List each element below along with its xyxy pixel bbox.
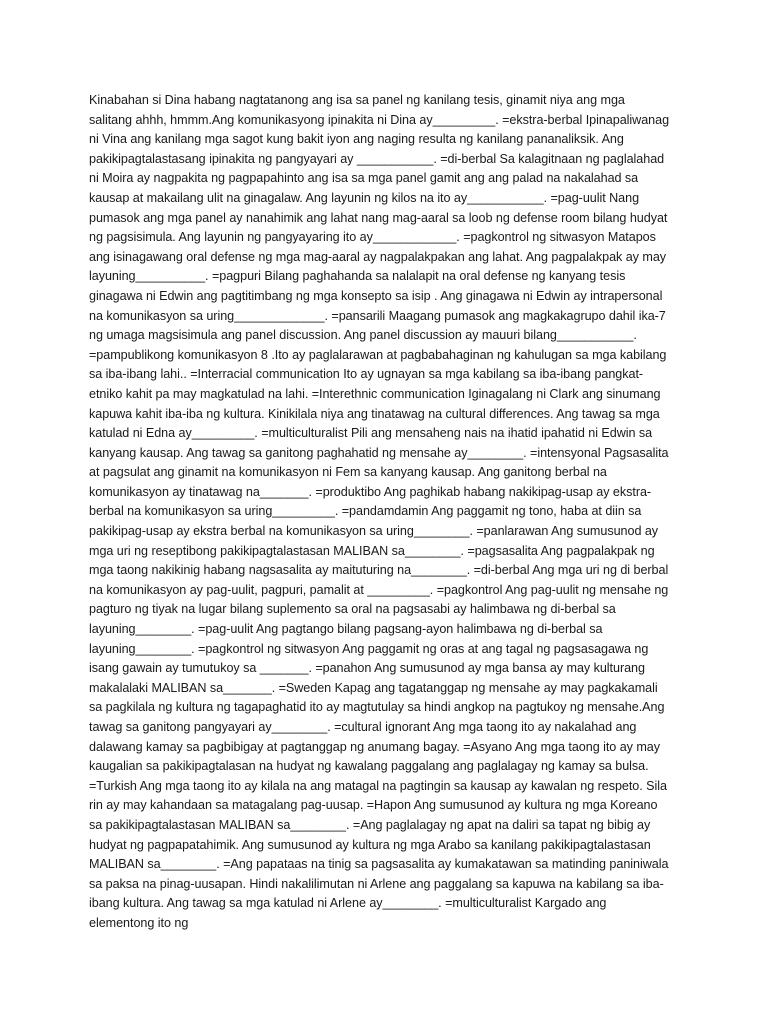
- document-body-text: Kinabahan si Dina habang nagtatanong ang isa sa panel ng kanilang tesis, ginamit niya ang mga salitang ahhh, hmmm.Ang komunikasyong ipinakita ni Dina ay_________. =ekstra-berbal Ipinapaliwanag ni Vina ang kanilang mga sagot kung bakit iyon ang naging resulta ng kanilang pananaliksik. Ang pakikipagtalastasang ipinakita ng pangyayari ay ___________. =di-berbal Sa kalagitnaan ng paglalahad ni Moira ay nagpakita ng pagpapahinto ang isa sa mga panel gamit ang ang palad na nakalahad sa kausap at makailang ulit na ginagalaw. Ang layunin ng kilos na ito ay___________. =pag-uulit Nang pumasok ang mga panel ay nanahimik ang lahat nang mag-aaral sa loob ng defense room bilang hudyat ng pagsisimula. Ang layunin ng pangyayaring ito ay____________. =pagkontrol ng sitwasyon Matapos ang isinagawang oral defense ng mga mag-aaral ay nagpalakpakan ang lahat. Ang pagpalakpak ay may layuning__________. =pagpuri Bilang paghahanda sa nalalapit na oral defense ng kanyang tesis ginagawa ni Edwin ang pagtitimbang ng mga konsepto sa isip . Ang ginagawa ni Edwin ay intrapersonal na komunikasyon sa uring_____________. =pansarili Maagang pumasok ang magkakagrupo dahil ika-7 ng umaga magsisimula ang panel discussion. Ang panel discussion ay mauuri bilang___________. =pampublikong komunikasyon 8 .Ito ay paglalarawan at pagbabahaginan ng kahulugan sa mga kabilang sa iba-ibang lahi.. =Interracial communication Ito ay ugnayan sa mga kabilang sa iba-ibang pangkat-etniko kahit pa may magkatulad na lahi. =Interethnic communication Iginagalang ni Clark ang sinumang kapuwa kahit iba-iba ng kultura. Kinikilala niya ang tinatawag na cultural differences. Ang tawag sa mga katulad ni Edna ay_________. =multiculturalist Pili ang mensaheng nais na ihatid ipahatid ni Edwin sa kanyang kausap. Ang tawag sa ganitong paghahatid ng mensahe ay________. =intensyonal Pagsasalita at pagsulat ang ginamit na komunikasyon ni Fem sa kanyang kausap. Ang ganitong berbal na komunikasyon ay tinatawag na_______. =produktibo Ang paghikab habang nakikipag-usap ay ekstra-berbal na komunikasyon sa uring_________. =pandamdamin Ang paggamit ng tono, haba at diin sa pakikipag-usap ay ekstra berbal na komunikasyon sa uring________. =panlarawan Ang sumusunod ay mga uri ng reseptibong pakikipagtalastasan MALIBAN sa________. =pagsasalita Ang pagpalakpak ng mga taong nakikinig habang nagsasalita ay maituturing na________. =di-berbal Ang mga uri ng di berbal na komunikasyon ay pag-uulit, pagpuri, pamalit at _________. =pagkontrol Ang pag-uulit ng mensahe ng pagturo ng tiyak na lugar bilang suplemento sa oral na pagsasabi ay halimbawa ng di-berbal sa layuning________. =pag-uulit Ang pagtango bilang pagsang-ayon halimbawa ng di-berbal sa layuning________. =pagkontrol ng sitwasyon Ang paggamit ng oras at ang tagal ng pagsasagawa ng isang gawain ay tumutukoy sa _______. =panahon Ang sumusunod ay mga bansa ay may kulturang makalalaki MALIBAN sa_______. =Sweden Kapag ang tagatanggap ng mensahe ay may pagkakamali sa pagkilala ng kultura ng tagapaghatid ito ay magtutulay sa hindi angkop na pagtukoy ng mensahe.Ang tawag sa ganitong pangyayari ay________. =cultural ignorant Ang mga taong ito ay nakalahad ang dalawang kamay sa pagbibigay at pagtanggap ng anumang bagay. =Asyano Ang mga taong ito ay may kaugalian sa pakikipagtalasan na hudyat ng kawalang paggalang ang paglalagay ng kamay sa bulsa. =Turkish Ang mga taong ito ay kilala na ang matagal na pagtingin sa kausap ay kawalan ng respeto. Sila rin ay may kahandaan sa matagalang pag-uusap. =Hapon Ang sumusunod ay kultura ng mga Koreano sa pakikipagtalastasan MALIBAN sa________. =Ang paglalagay ng apat na daliri sa tapat ng bibig ay hudyat ng pagpapatahimik. Ang sumusunod ay kultura ng mga Arabo sa kanilang pakikipagtalastasan MALIBAN sa________. =Ang papataas na tinig sa pagsasalita ay kumakatawan sa matinding paniniwala sa paksa na pinag-uusapan. Hindi nakalilimutan ni Arlene ang paggalang sa kapuwa na kabilang sa iba-ibang kultura. Ang tawag sa mga katulad ni Arlene ay________. =multiculturalist Kargado ang elementong ito ng: [89, 93, 670, 930]
